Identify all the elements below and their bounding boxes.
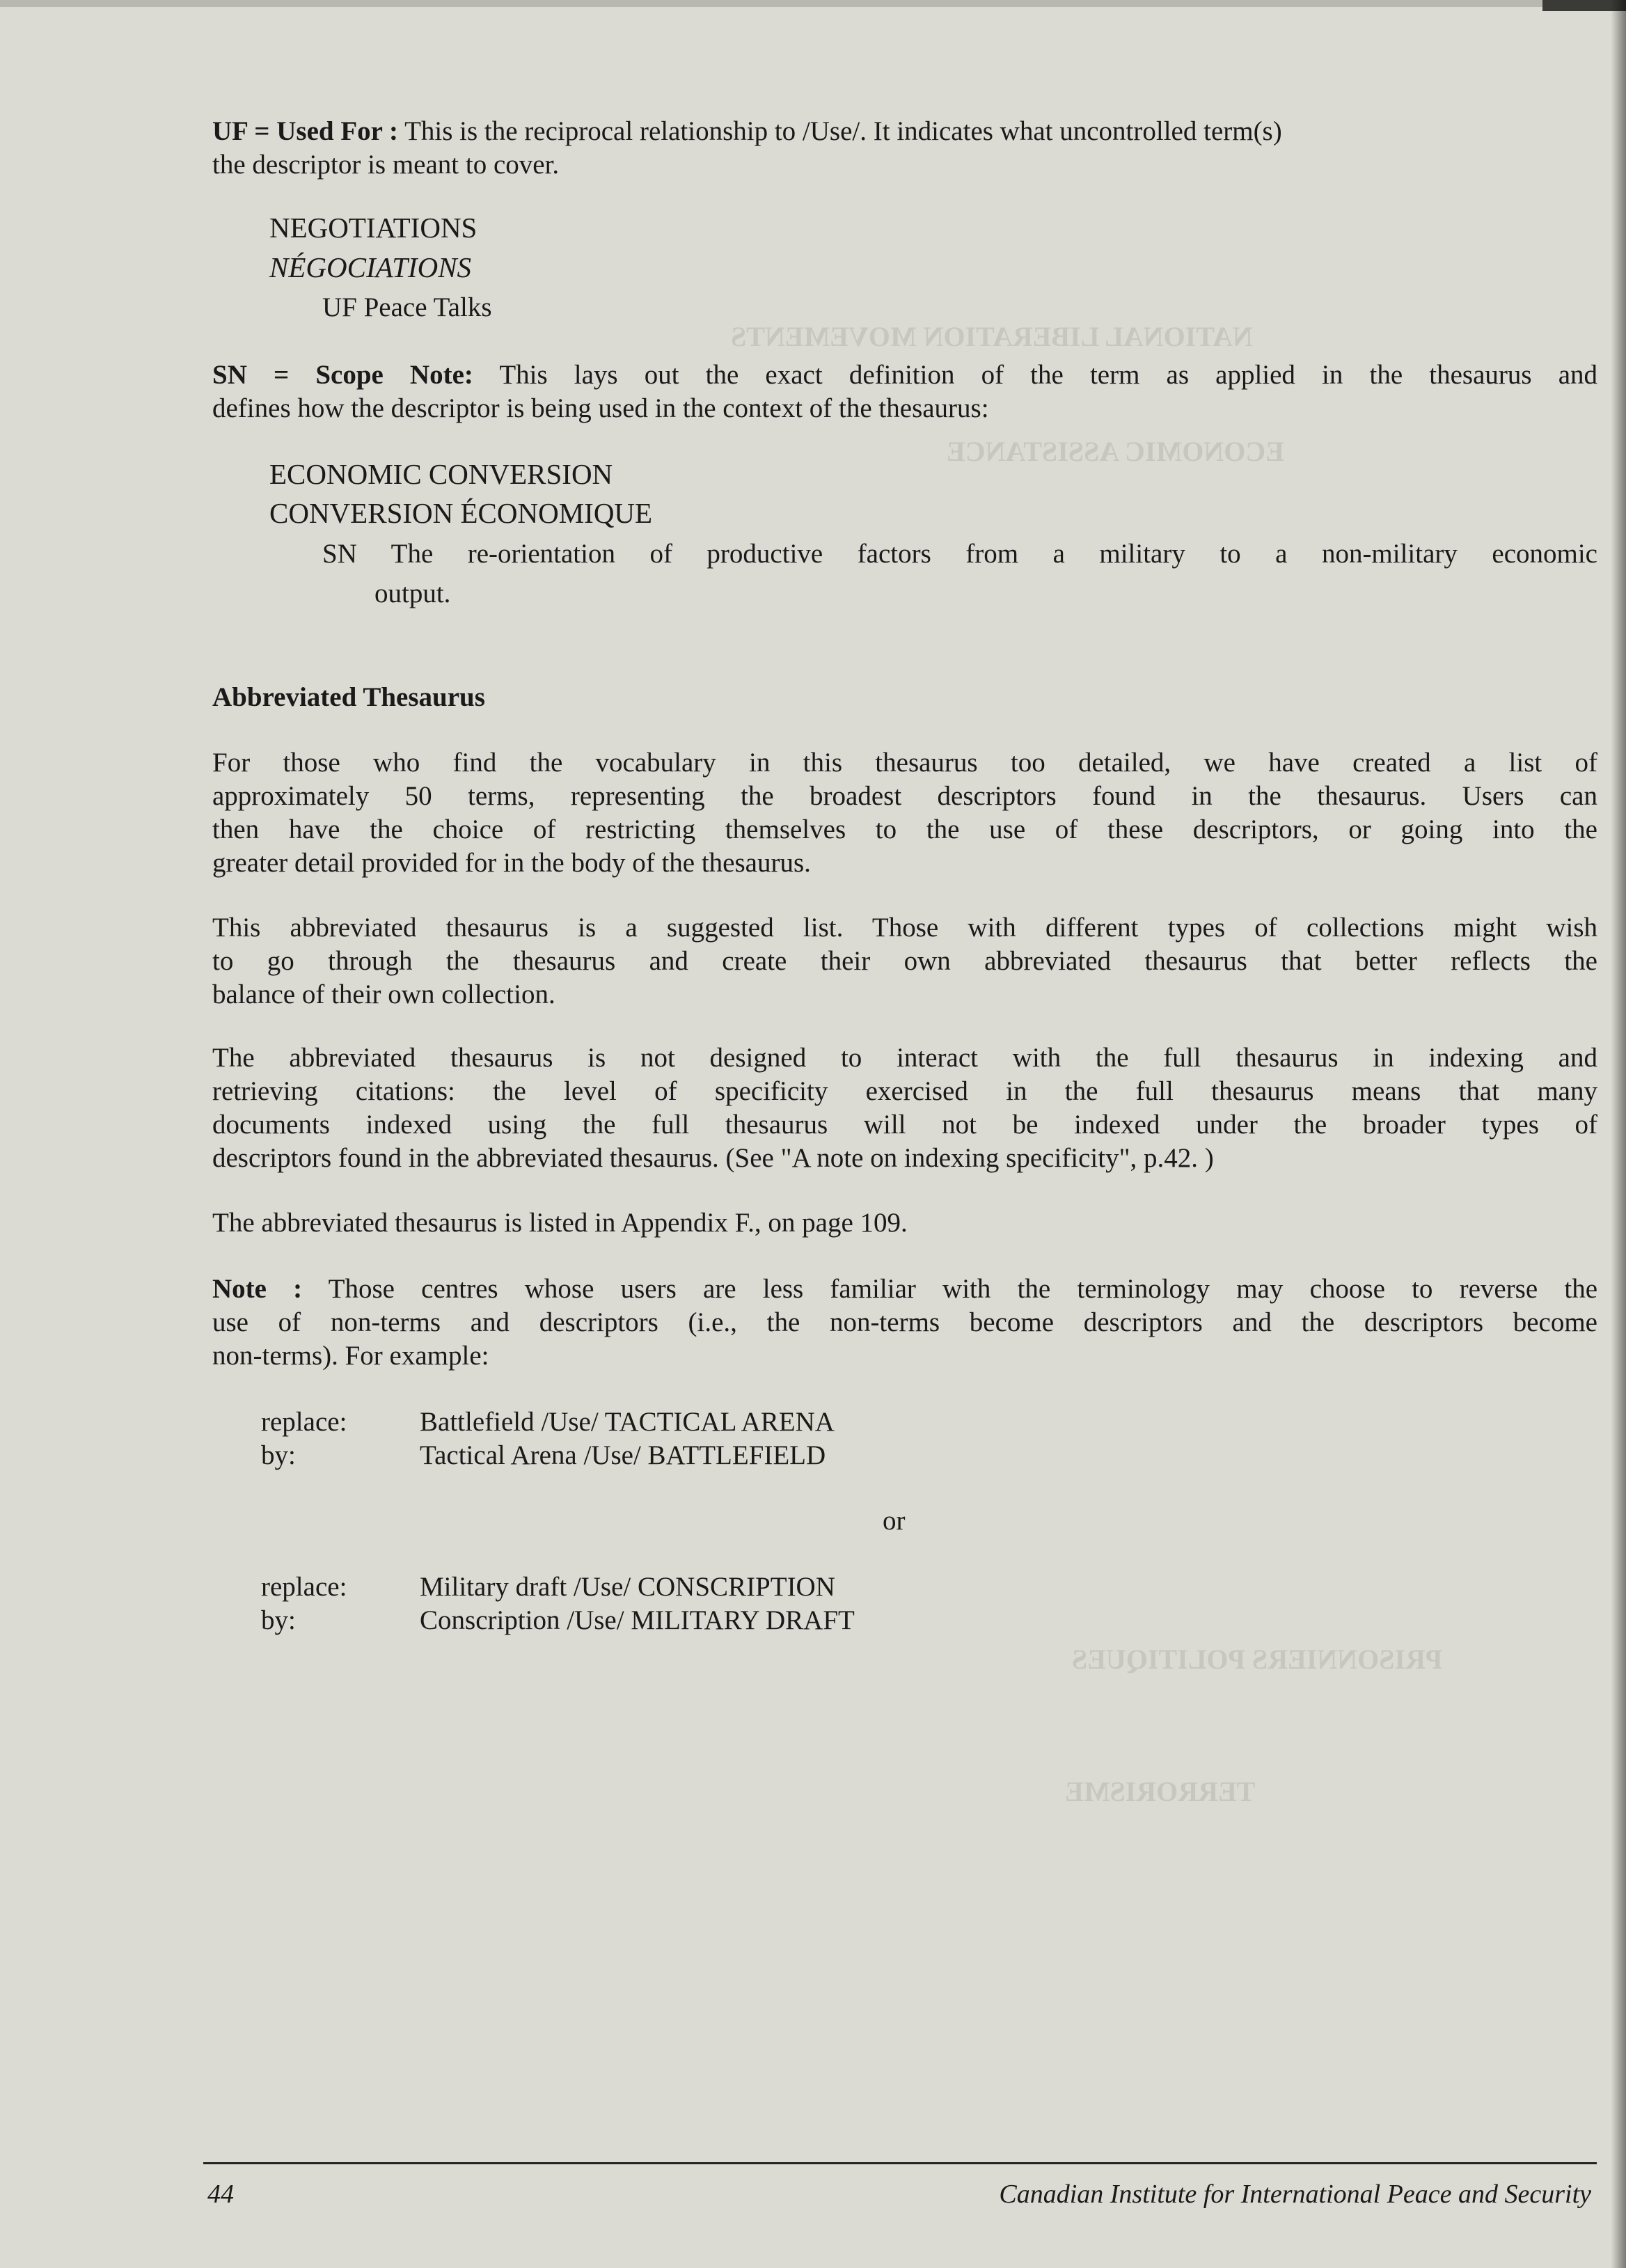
sn-example-note-2: output. — [374, 578, 451, 608]
sn-label: SN = Scope Note: — [212, 360, 473, 390]
or-separator: or — [883, 1506, 906, 1536]
paragraph-line: greater detail provided for in the body of the thesaurus. — [212, 848, 811, 878]
note-line-1 — [212, 1273, 1597, 1306]
bleed-through-text: NATIONAL LIBERATION MOVEMENTS — [731, 321, 1253, 352]
appendix-reference: The abbreviated thesaurus is listed in Appendix F., on page 109. — [212, 1208, 908, 1238]
note-line-2: use of non-terms and descriptors (i.e., the non-terms become descriptors and the descriptors become — [212, 1307, 1597, 1337]
paragraph-line: This abbreviated thesaurus is a suggested list. Those with different types of collections might wish — [212, 913, 1597, 943]
sn-line-1 — [212, 359, 1597, 392]
bleed-through-text: TERRORISME — [1065, 1776, 1256, 1807]
bleed-through-text: PRISONNIERS POLITIQUES — [1072, 1644, 1443, 1675]
sn-definition-2: defines how the descriptor is being used in the context of the thesaurus: — [212, 393, 989, 423]
sn-definition-1: This lays out the exact definition of the term as applied in the thesaurus and — [499, 360, 1598, 390]
uf-example-term-en: NEGOTIATIONS — [269, 212, 477, 244]
sn-example-term-en: ECONOMIC CONVERSION — [269, 458, 613, 490]
footer-rule — [203, 2162, 1597, 2164]
page-binding-shadow — [1611, 0, 1626, 2268]
uf-definition-1: This is the reciprocal relationship to /Use/. It indicates what uncontrolled term(s) — [404, 116, 1282, 146]
paragraph-line: The abbreviated thesaurus is not designed to interact with the full thesaurus in indexing and — [212, 1043, 1597, 1073]
page-number: 44 — [207, 2180, 234, 2209]
note-text-1: Those centres whose users are less familiar with the terminology may choose to reverse the — [328, 1274, 1598, 1304]
paragraph-line: descriptors found in the abbreviated thesaurus. (See "A note on indexing specificity", p.42. ) — [212, 1143, 1214, 1173]
uf-example-term-fr: NÉGOCIATIONS — [269, 251, 472, 283]
by-value: Conscription /Use/ MILITARY DRAFT — [420, 1605, 855, 1635]
paragraph-line: For those who find the vocabulary in this thesaurus too detailed, we have created a list of — [212, 748, 1597, 778]
uf-definition-2: the descriptor is meant to cover. — [212, 150, 560, 180]
paragraph-line: retrieving citations: the level of specificity exercised in the full thesaurus means that many — [212, 1076, 1597, 1106]
by-label: by: — [261, 1605, 296, 1635]
uf-label: UF = Used For : — [212, 116, 399, 146]
replace-value: Battlefield /Use/ TACTICAL ARENA — [420, 1407, 835, 1437]
paragraph-line: to go through the thesaurus and create their own abbreviated thesaurus that better reflects the — [212, 946, 1597, 976]
replace-value: Military draft /Use/ CONSCRIPTION — [420, 1572, 835, 1602]
paragraph-line: balance of their own collection. — [212, 979, 555, 1009]
sn-example-term-fr: CONVERSION ÉCONOMIQUE — [269, 497, 653, 529]
paragraph-line: approximately 50 terms, representing the broadest descriptors found in the thesaurus. Users can — [212, 781, 1597, 811]
note-label: Note : — [212, 1274, 303, 1304]
uf-example-uf: UF Peace Talks — [322, 292, 492, 322]
replace-label: replace: — [261, 1407, 347, 1437]
sn-example-note-1: SN The re-orientation of productive factors from a military to a non-military economic — [322, 539, 1597, 569]
paragraph-line: then have the choice of restricting themselves to the use of these descriptors, or going into the — [212, 814, 1597, 844]
note-line-3: non-terms). For example: — [212, 1341, 489, 1371]
page-top-edge — [0, 0, 1626, 7]
paragraph-line: documents indexed using the full thesaurus will not be indexed under the broader types of — [212, 1110, 1597, 1140]
replace-label: replace: — [261, 1572, 347, 1602]
section-heading: Abbreviated Thesaurus — [212, 682, 485, 712]
by-label: by: — [261, 1440, 296, 1470]
by-value: Tactical Arena /Use/ BATTLEFIELD — [420, 1440, 826, 1470]
bleed-through-text: ECONOMIC ASSISTANCE — [947, 436, 1284, 467]
uf-line-1 — [212, 115, 1282, 148]
publisher-name: Canadian Institute for International Peace and Security — [999, 2180, 1591, 2209]
